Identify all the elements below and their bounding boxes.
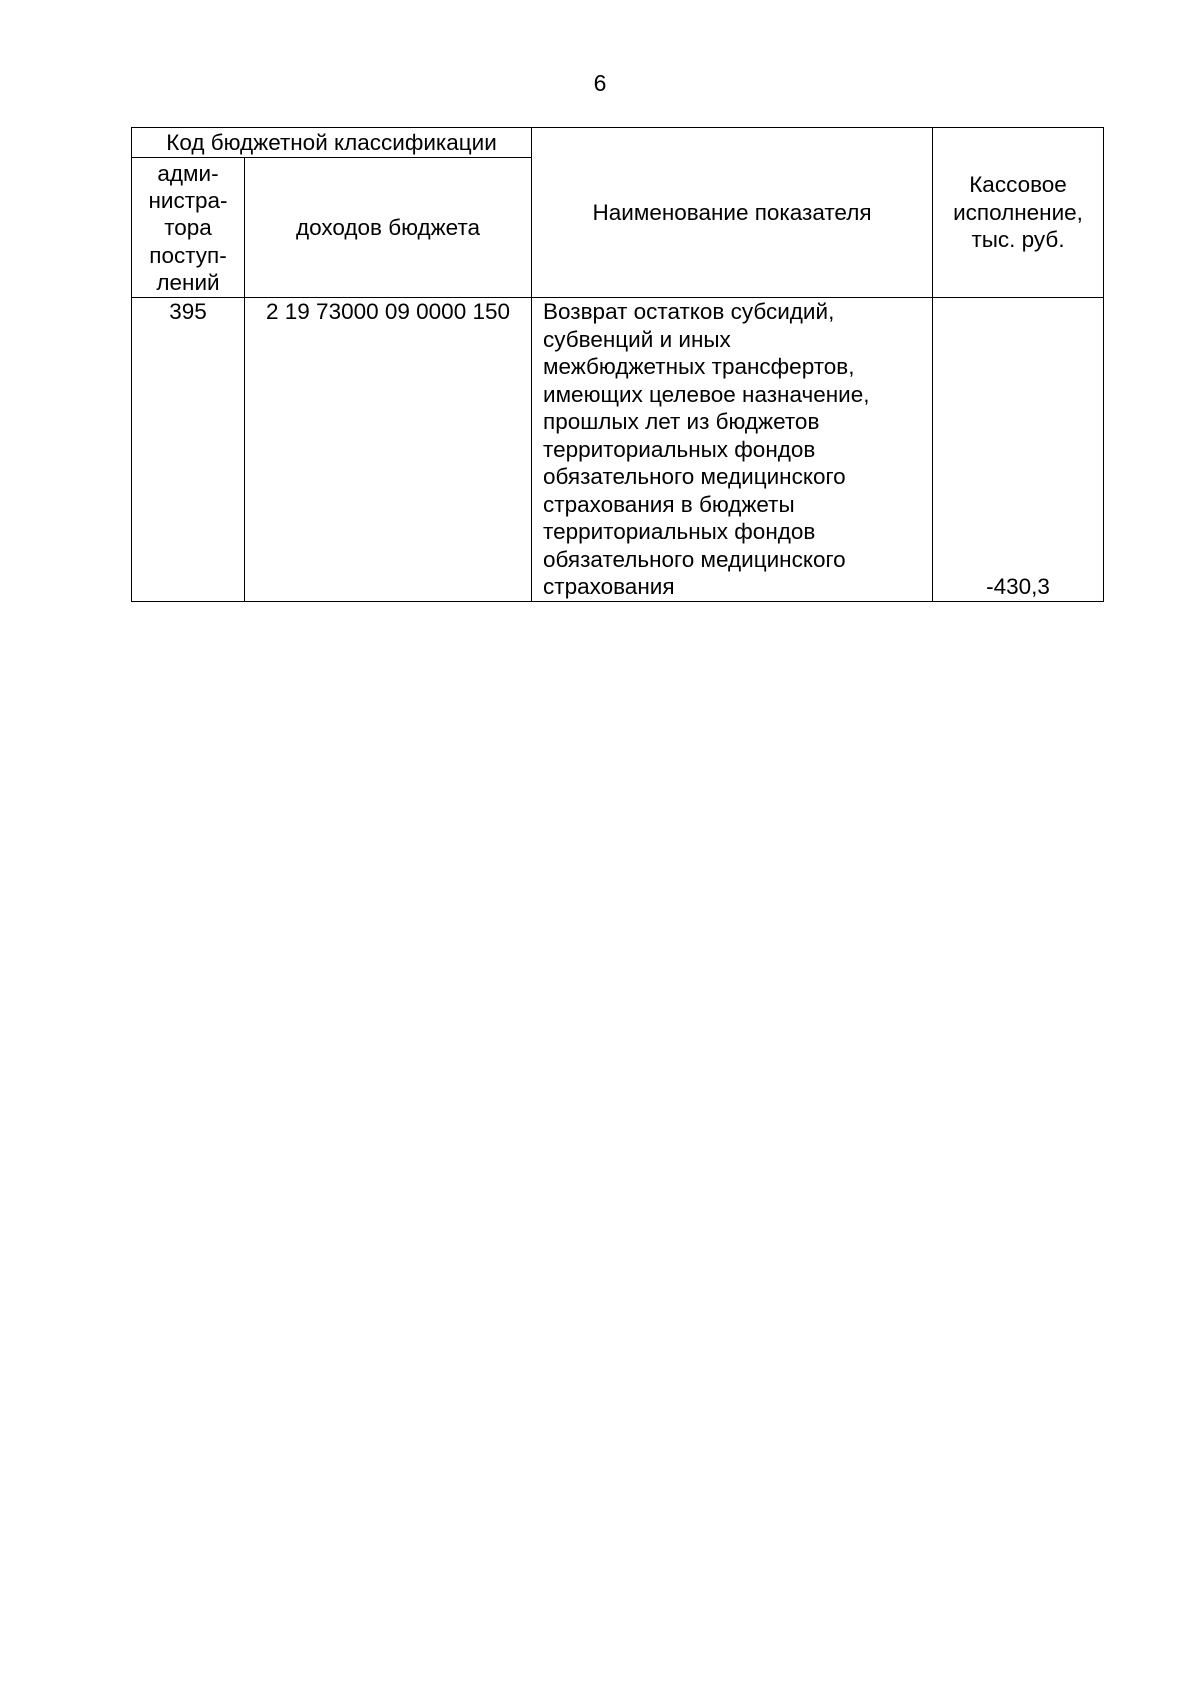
page-number: 6: [593, 70, 607, 96]
administrator-code-cell: 395: [132, 298, 245, 602]
budget-revenue-table: [131, 127, 1104, 602]
table-row: [132, 298, 1104, 602]
indicator-name-line: субвенций и иных: [543, 326, 731, 352]
admin-header-line: нистра-: [148, 188, 228, 214]
revenue-administrator-header: [132, 158, 245, 298]
admin-header-line: адми-: [157, 161, 219, 186]
indicator-name-line: обязательного медицинского: [543, 464, 846, 489]
cash-execution-header: [933, 128, 1104, 298]
indicator-name-line: территориальных фондов: [543, 436, 816, 462]
admin-header-line: лений: [156, 269, 220, 295]
indicator-name-line: межбюджетных трансфертов,: [543, 354, 855, 379]
admin-header-line: поступ-: [149, 242, 227, 268]
budget-classification-code-header: Код бюджетной классификации: [132, 128, 532, 158]
indicator-name-header: Наименование показателя: [532, 128, 933, 298]
cash-execution-header-line: тыс. руб.: [971, 227, 1065, 253]
admin-header-line: тора: [164, 215, 212, 241]
indicator-name-line: обязательного медицинского: [543, 546, 846, 572]
revenue-code-cell: 2 19 73000 09 0000 150: [245, 298, 532, 602]
indicator-name-line: прошлых лет из бюджетов: [543, 409, 820, 434]
cash-execution-header-line: исполнение,: [953, 199, 1083, 225]
indicator-name-line: территориальных фондов: [543, 519, 816, 544]
indicator-name-cell: [532, 298, 933, 602]
indicator-name-line: страхования: [543, 574, 675, 599]
table-header-row-1: [132, 128, 1104, 158]
cash-execution-amount-cell: -430,3: [933, 298, 1104, 602]
indicator-name-line: страхования в бюджеты: [543, 491, 795, 517]
cash-execution-header-line: Кассовое: [969, 172, 1067, 198]
indicator-name-line: Возврат остатков субсидий,: [543, 299, 835, 324]
indicator-name-line: имеющих целевое назначение,: [543, 381, 870, 407]
budget-revenue-code-header: доходов бюджета: [245, 158, 532, 298]
